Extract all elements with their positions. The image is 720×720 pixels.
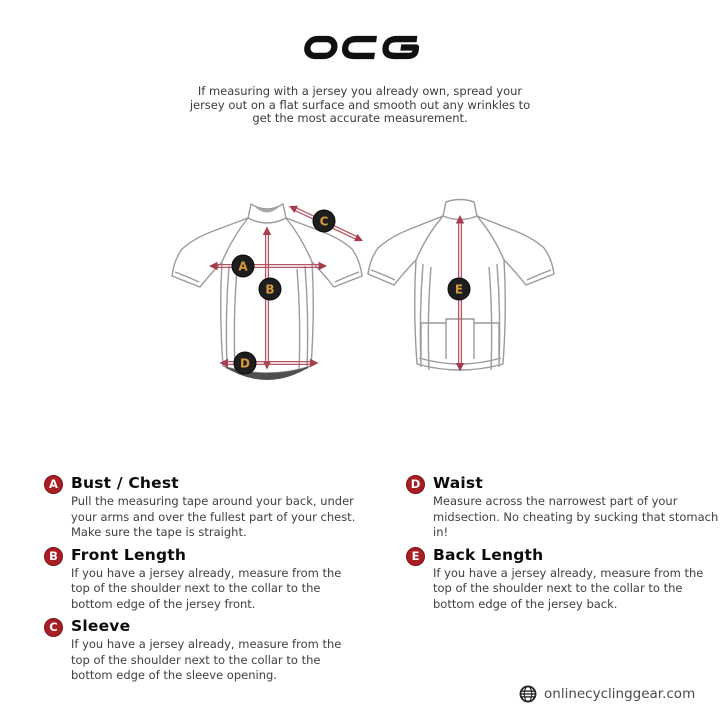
instructions-line-3: get the most accurate measurement. bbox=[252, 111, 468, 125]
diagram-badge-b bbox=[259, 278, 281, 300]
logo-letter-o bbox=[306, 39, 335, 56]
measurement-description: If you have a jersey already, measure from the top of the shoulder next to the collar to the bottom edge of the sleeve opening. bbox=[71, 637, 342, 682]
back-jersey-diagram bbox=[366, 192, 556, 390]
svg-text:A: A bbox=[238, 259, 248, 274]
measurement-title: Waist bbox=[433, 474, 483, 492]
diagram-badge-e bbox=[448, 278, 470, 300]
instructions-text bbox=[0, 85, 720, 126]
globe-icon bbox=[519, 685, 537, 703]
svg-text:B: B bbox=[265, 282, 275, 297]
diagram-badge-c bbox=[313, 210, 335, 232]
measurement-description: Measure across the narrowest part of your midsection. No cheating by sucking that stomach in! bbox=[433, 494, 719, 539]
website-text: onlinecyclinggear.com bbox=[544, 686, 696, 702]
logo-letter-g bbox=[385, 39, 417, 56]
logo-letter-c bbox=[344, 39, 376, 56]
measurements-right-column bbox=[406, 474, 718, 617]
measurement-badge-a: A bbox=[44, 475, 63, 494]
measurements-left-column bbox=[44, 474, 374, 689]
measurement-item-sleeve bbox=[44, 617, 374, 684]
footer bbox=[519, 685, 695, 703]
measurement-item-back-length bbox=[406, 546, 718, 613]
instructions-line-1: If measuring with a jersey you already own, spread your bbox=[197, 84, 523, 98]
diagram-badge-a bbox=[232, 255, 254, 277]
measurement-title: Back Length bbox=[433, 545, 544, 564]
measurement-title: Front Length bbox=[71, 545, 187, 564]
measurement-title: Bust / Chest bbox=[71, 474, 179, 492]
ocg-logo bbox=[298, 34, 420, 61]
svg-text:C: C bbox=[319, 214, 329, 229]
instructions-line-2: jersey out on a flat surface and smooth out any wrinkles to bbox=[189, 97, 531, 112]
measurement-description: If you have a jersey already, measure from the top of the shoulder next to the collar to the bottom edge of the jersey front. bbox=[71, 565, 342, 611]
measurement-description: Pull the measuring tape around your back, under your arms and over the fullest part of your chest. Make sure the tape is straight. bbox=[71, 494, 356, 539]
measurement-item-waist bbox=[406, 474, 718, 541]
svg-text:E: E bbox=[454, 282, 464, 297]
measurement-badge-b: B bbox=[44, 547, 63, 566]
front-jersey-diagram bbox=[168, 192, 366, 390]
measurement-badge-d: D bbox=[406, 475, 425, 494]
measurement-badge-e: E bbox=[406, 547, 425, 566]
measurement-description: If you have a jersey already, measure from the top of the shoulder next to the collar to the bottom edge of the jersey back. bbox=[433, 565, 704, 611]
diagram-badge-d bbox=[234, 352, 256, 374]
measurement-item-front-length bbox=[44, 546, 374, 613]
measurement-item-bust-chest bbox=[44, 474, 374, 541]
measurement-title: Sleeve bbox=[71, 617, 131, 635]
measurement-badge-c: C bbox=[44, 618, 63, 637]
svg-text:D: D bbox=[240, 356, 250, 371]
